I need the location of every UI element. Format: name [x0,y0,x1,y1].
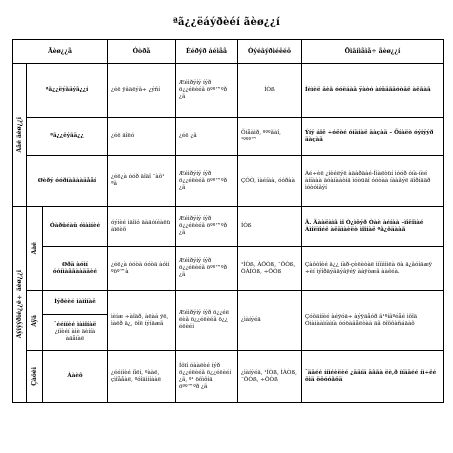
table-cell: Æéìðýíý íýð ö¿¿éëèéã öºº™ºð ¿ã [176,64,238,118]
row-name [43,315,108,351]
table-row [13,351,444,403]
table-cell: Íèìèë äèã óóëáàä ÿàòó àíüäãäóòäë àëãàã [302,64,444,118]
table-cell: Æéìðýíý íýð ö¿¿éëèéã öºº™ºð ¿ã [176,156,238,207]
table-cell: Õíåàìð, ºººãàî, ¹ººº™ [238,118,302,156]
table-cell: ÇÓÒ, ìàéíàà, óóðàà [238,156,302,207]
table-row [13,64,444,118]
table-cell: ¹ÍÒß, ÀÖÒß, ¯ÖÒß, ÖÀÍÒß, ÷ÖÒß [238,247,302,291]
header-row [13,40,444,64]
row-name-subline: ¿ííèéí àìè äèííà àäåíàë [54,329,96,342]
table-cell: Æéìðýíý íýð ö¿¿éëèéã öºº™ºð ¿ã [176,247,238,291]
table-row [13,291,444,315]
table-row [13,156,444,207]
table-cell: ¿éë¿à óóð äîäî ¯àõ¹ ªã [108,156,176,207]
table-cell: ¯ääéé ííìéèëèé ¿ääíä äããà ëè,ð ííääéé íì÷ëé öìä ööóóãöä [302,351,444,403]
table-cell: ¿éë ¿ã [176,118,238,156]
table-row [13,118,444,156]
subgroup-label-cell [27,291,43,351]
row-name: Íýðèèé ìàìîíàë [43,291,108,315]
header-cell: Óòðã [108,40,176,64]
subgroup-label: Ãàë [31,242,38,255]
table-cell: ¿ìàíýéä, ¹ÍÒß, ÌÀÒß, ¯ÖÒß, ÷ÖÒß [238,351,302,403]
header-cell: Ãèø¿¿ã [13,40,108,64]
row-name: ªã¿¿ëýãäýã¿¿í [27,64,108,118]
row-name: Óàðûéàü óìàìíèé [43,207,108,247]
table-cell: Çàôòîèé ä¿¿ íàð-çèëèòàë ìíìììììëà öà ä¿ãóíäæÿ ÷èí ìýîðäýãäýâÿéÿ ààÿòæã ààêéà. [302,247,444,291]
group-label-cell [13,207,27,403]
header-cell: Õìâíìãìã÷ ãèø¿¿í [302,40,444,64]
row-name-line: ¯ééííèé ìàìîíàë [53,322,97,328]
group-label: Äýíýýðìé¿¿ë÷ ãèø¿¿í [16,270,23,339]
classification-table [12,39,444,403]
table-cell: ¿éë äîëó [108,118,176,156]
table-row [13,247,444,291]
row-name: Øðä àóìí óóíìàããààääèé [43,247,108,291]
header-cell: Óýéâýðìéëéö [238,40,302,64]
table-cell: Ýíý áîë ÷óëòé óíäíàë äàçàä – Õíàëò óýíýýð äàçàä [302,118,444,156]
table-cell: ¿ééííèé íîëí, ºààë, çìîååàë, ºóîäìííààë [108,351,176,403]
table-cell: ¿éë ÿâäëýã÷ ¿ýñí [108,64,176,118]
table-cell: Ä. Äààëàìã ìî Ò¿ìöýð Òàè àéíàà –ìîëîìàé Àìîëìîéë àëäìàèëò ìîîíàë ºã¿õäààã [302,207,444,247]
table-cell: ÍÒß [238,207,302,247]
row-name: Ààèõ [43,351,108,403]
table-cell: Æéìðýíý íýð ö¿¿éëèéã öºº™ºð ¿ã [176,207,238,247]
table-row [13,207,444,247]
table-cell: ¿éë¿à óóòà óóòä àóìí ºöº™à [108,247,176,291]
subgroup-label-cell [27,207,43,291]
table-cell: Çóõäííèé àéÿóä÷ àýÿäåóð ã¹ºíãºéåé ìõîä Òìàìààìíàìíà óóöàâåëòàà äã öîõõàñáäàõ [302,291,444,351]
row-name: Øèðý óóðíàãààäååí [27,156,108,207]
group-label-cell [13,64,27,207]
subgroup-label: Àÿã [31,314,38,327]
row-name: ªã¿¿ëýãä¿¿ [27,118,108,156]
subgroup-label-cell [27,351,43,403]
table-cell: Æéìðýíý íýð ö¿¿éë ëèã ö¿¿éëèéã ö¿¿ éëèéí [176,291,238,351]
table-cell: ÍÒß [238,64,302,118]
table-cell: Àé÷èë ¿íèéëýë àäàðäàé-Íìàëòüí ìóóð óíà-íèé àííààà äóàíààòíä ìóòüäî óóòàà íààãýë äîðíääð ìóòóìãýí [302,156,444,207]
table-cell: ¿ìàíýéä [238,291,302,351]
group-label: Ãåé ãèø¿¿í [16,117,23,153]
table-cell: ìèíæ ÷àîäð, àëàà ÿë, ìàëð ä¿, öîë íýíäæã [108,291,176,351]
header-cell: Èéðýð áéìãã [176,40,238,64]
table-cell: óýíèé ìäîíó äàäóíéàëü àïëèõ [108,207,176,247]
document-title: ªã¿¿ëáýðèéí ãèø¿¿í [172,17,281,28]
table-cell: Íôïí óààëèé íýð ö¿¿éëèéã ö¿¿éëèéí ¿ã, º¹ öõìõíä öºº™ºð ¿ã [176,351,238,403]
subgroup-label: Çàõèì [31,367,38,386]
